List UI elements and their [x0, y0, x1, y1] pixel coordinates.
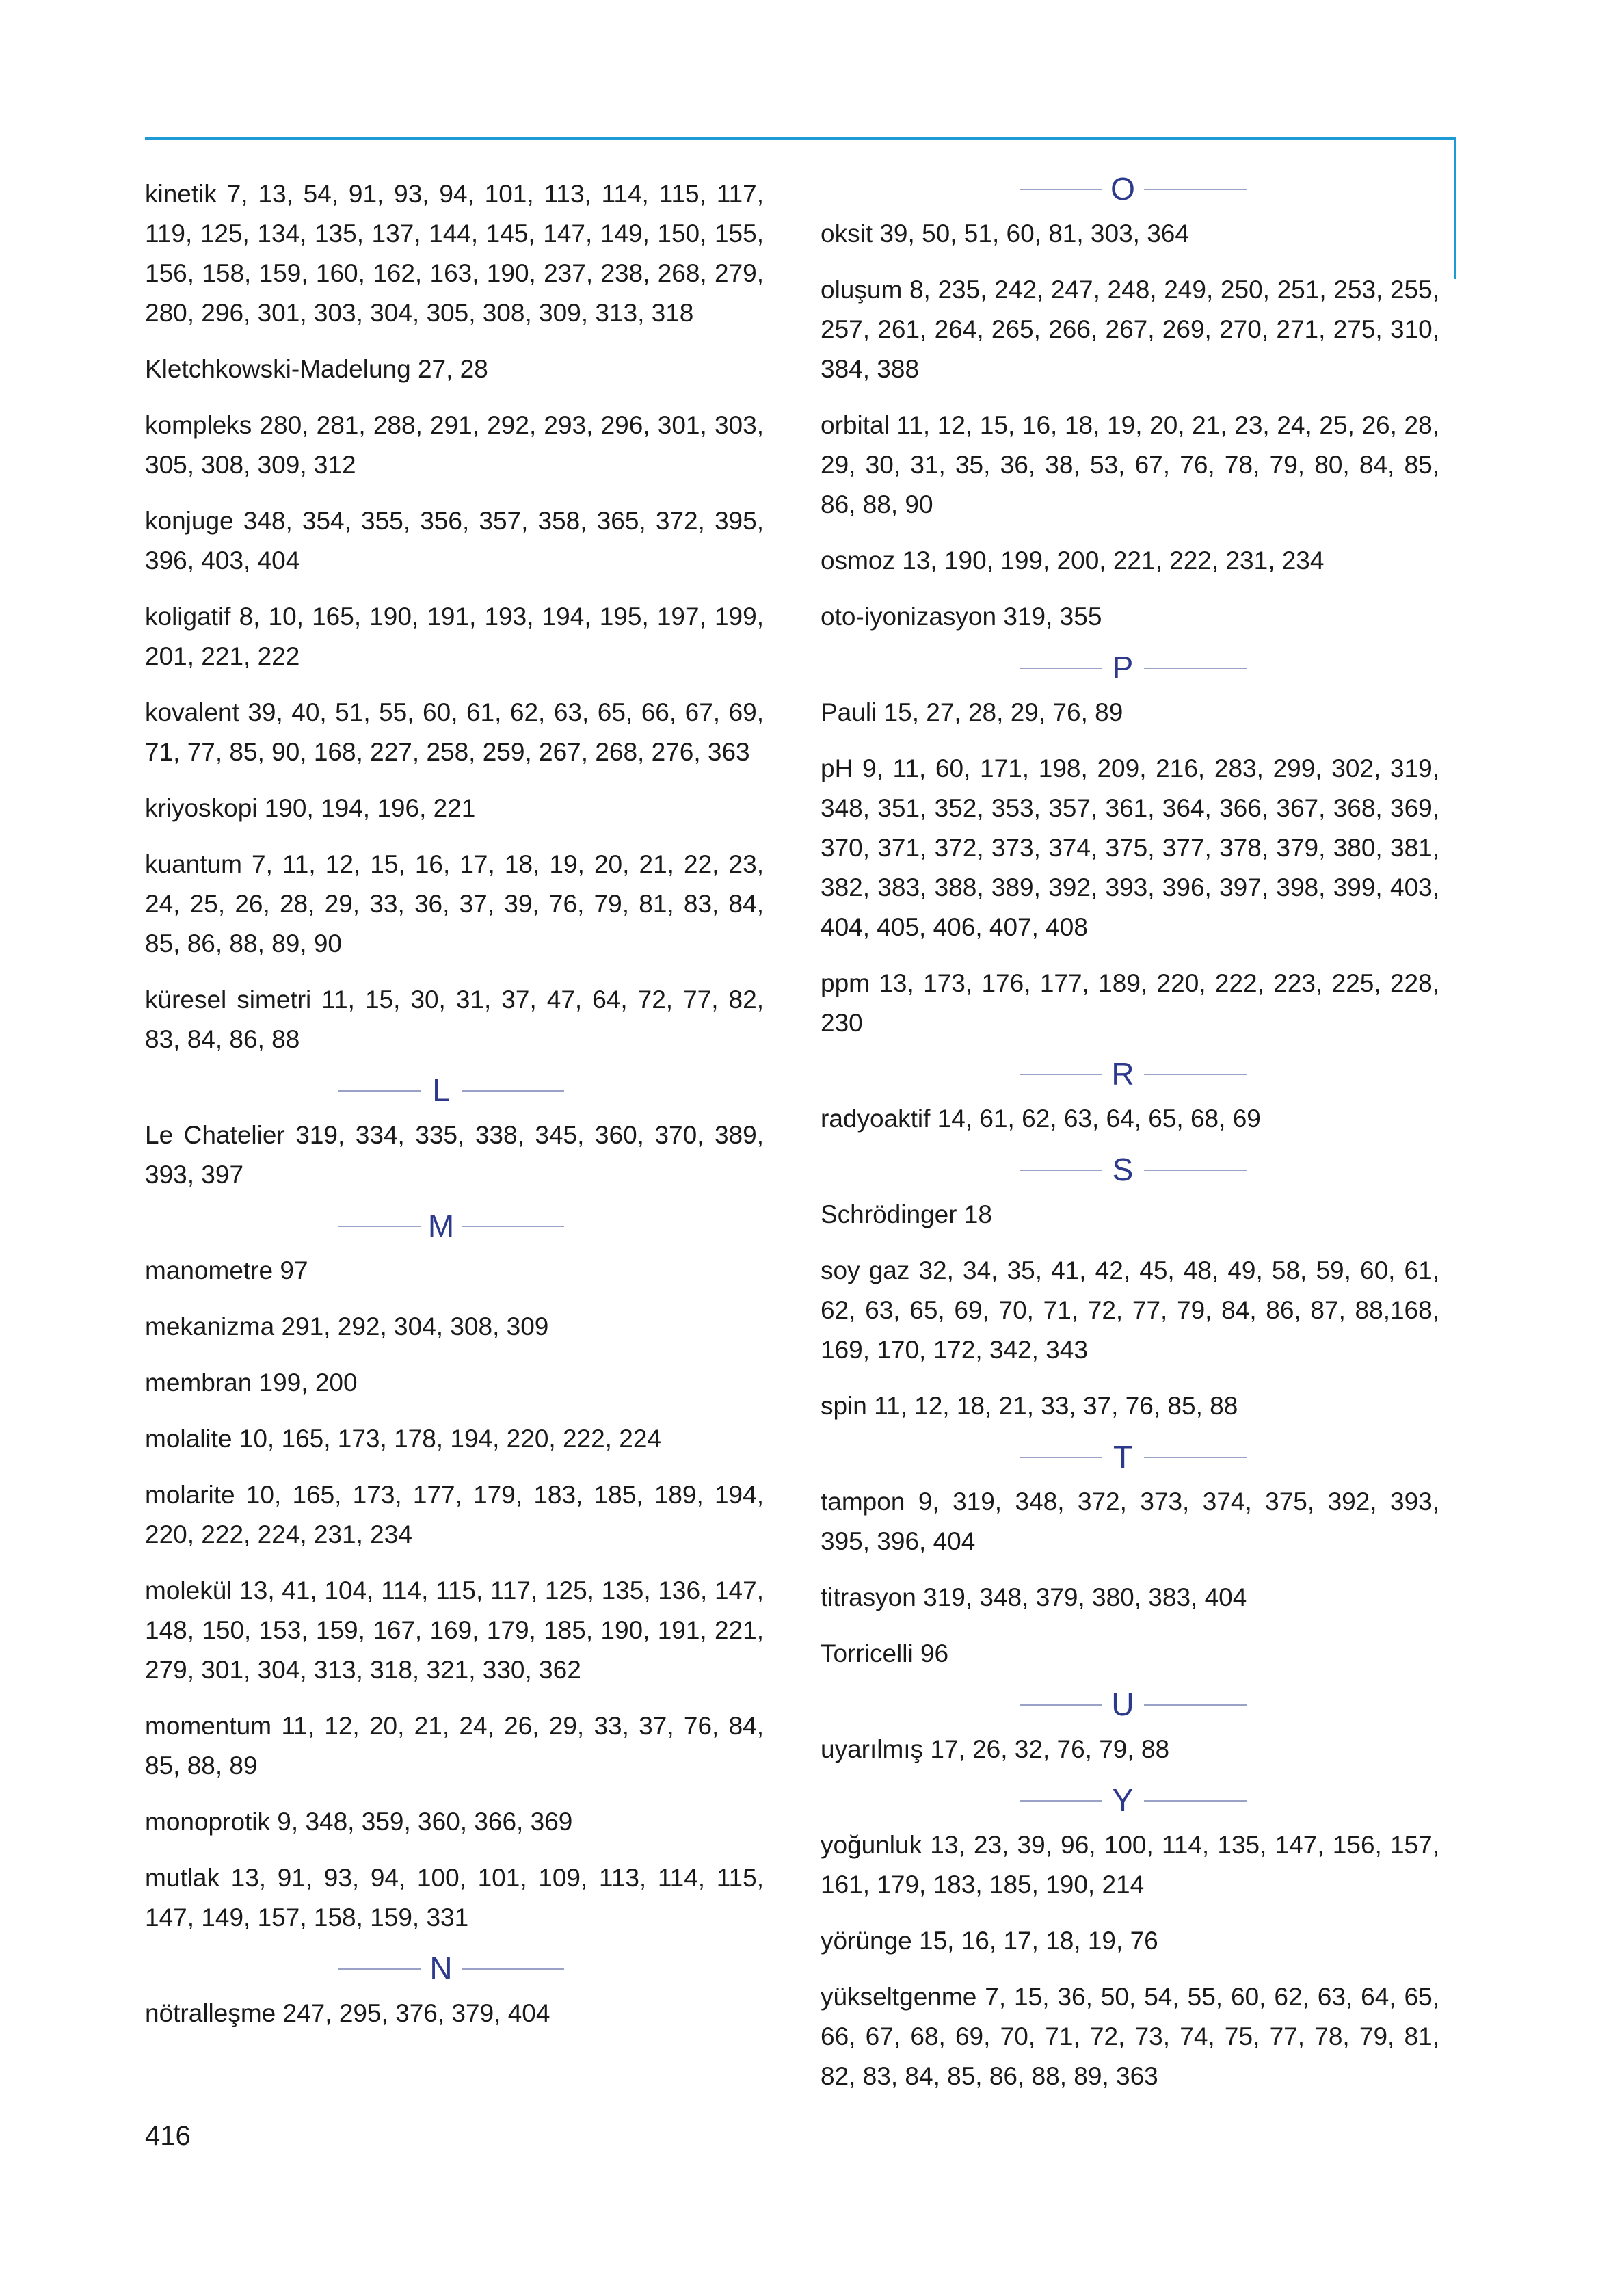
index-entry: küresel simetri 11, 15, 30, 31, 37, 47, 64, 72, 77, 82, 83, 84, 86, 88 — [145, 986, 764, 1053]
heading-rule-left — [1020, 1704, 1102, 1706]
heading-letter: M — [427, 1208, 455, 1243]
index-entry: momentum 11, 12, 20, 21, 24, 26, 29, 33, 37, 76, 84, 85, 88, 89 — [145, 1712, 764, 1780]
heading-rule-right — [462, 1968, 564, 1970]
top-rule — [145, 137, 1456, 140]
index-entry: manometre 97 — [145, 1256, 308, 1284]
index-entry: kuantum 7, 11, 12, 15, 16, 17, 18, 19, 20, 21, 22, 23, 24, 25, 26, 28, 29, 33, 36, 37, 39, 76, 79, 81, 83, 84, 85, 86, 88, 89, 90 — [145, 850, 764, 958]
heading-letter: U — [1111, 1687, 1134, 1722]
index-entry: pH 9, 11, 60, 171, 198, 209, 216, 283, 299, 302, 319, 348, 351, 352, 353, 357, 361, 364, 366, 367, 368, 369, 370, 371, 372, 373, 374, 375, 377, 378, 379, 380, 381, 382, 383, 388, 389, 392, 393, 396, 397, 398, 399, 403, 404, 405, 406, 407, 408 — [821, 754, 1439, 941]
index-entry: uyarılmış 17, 26, 32, 76, 79, 88 — [821, 1735, 1170, 1763]
index-entry: orbital 11, 12, 15, 16, 18, 19, 20, 21, 23, 24, 25, 26, 28, 29, 30, 31, 35, 36, 38, 53, 67, 76, 78, 79, 80, 84, 85, 86, 88, 90 — [821, 411, 1439, 518]
heading-letter: S — [1112, 1152, 1134, 1187]
heading-letter: N — [429, 1951, 453, 1986]
index-entry: molarite 10, 165, 173, 177, 179, 183, 185, 189, 194, 220, 222, 224, 231, 234 — [145, 1481, 764, 1548]
index-letter-heading — [821, 1779, 1439, 1821]
heading-rule-left — [1020, 1800, 1102, 1802]
heading-rule-left — [1020, 1074, 1102, 1075]
index-entry: membran 199, 200 — [145, 1369, 358, 1397]
index-entry: yükseltgenme 7, 15, 36, 50, 54, 55, 60, 62, 63, 64, 65, 66, 67, 68, 69, 70, 71, 72, 73, 74, 75, 77, 78, 79, 81, 82, 83, 84, 85, 86, 88, 89, 363 — [821, 1983, 1439, 2090]
heading-rule-right — [1144, 189, 1247, 190]
heading-rule-right — [1144, 1704, 1247, 1706]
heading-rule-right — [1144, 1074, 1247, 1075]
heading-rule-left — [1020, 1170, 1102, 1171]
heading-rule-right — [1144, 1457, 1247, 1458]
index-entry: Torricelli 96 — [821, 1639, 949, 1667]
index-column-right — [821, 171, 1439, 2113]
index-entry: ppm 13, 173, 176, 177, 189, 220, 222, 223, 225, 228, 230 — [821, 969, 1439, 1037]
index-entry: Pauli 15, 27, 28, 29, 76, 89 — [821, 698, 1123, 726]
index-entry: mekanizma 291, 292, 304, 308, 309 — [145, 1312, 549, 1341]
heading-letter: L — [432, 1072, 450, 1108]
index-entry: spin 11, 12, 18, 21, 33, 37, 76, 85, 88 — [821, 1392, 1238, 1420]
index-entry: titrasyon 319, 348, 379, 380, 383, 404 — [821, 1583, 1247, 1611]
index-letter-heading — [145, 1947, 764, 1990]
heading-letter: T — [1113, 1439, 1133, 1475]
index-letter-heading — [821, 168, 1439, 210]
index-letter-heading — [145, 1204, 764, 1247]
index-entry: oto-iyonizasyon 319, 355 — [821, 603, 1102, 631]
index-letter-heading — [145, 1069, 764, 1111]
side-rule — [1454, 137, 1456, 279]
heading-rule-left — [338, 1090, 421, 1092]
index-entry: Kletchkowski-Madelung 27, 28 — [145, 355, 488, 383]
index-entry: soy gaz 32, 34, 35, 41, 42, 45, 48, 49, 58, 59, 60, 61, 62, 63, 65, 69, 70, 71, 72, 77, 79, 84, 86, 87, 88,168, 169, 170, 172, 342, 343 — [821, 1256, 1439, 1364]
heading-rule-right — [1144, 1170, 1247, 1171]
index-entry: kinetik 7, 13, 54, 91, 93, 94, 101, 113, 114, 115, 117, 119, 125, 134, 135, 137, 144, 145, 147, 149, 150, 155, 156, 158, 159, 160, 162, 163, 190, 237, 238, 268, 279, 280, 296, 301, 303, 304, 305, 308, 309, 313, 318 — [145, 180, 764, 327]
heading-rule-right — [1144, 1800, 1247, 1802]
index-entry: radyoaktif 14, 61, 62, 63, 64, 65, 68, 69 — [821, 1105, 1261, 1133]
index-entry: kompleks 280, 281, 288, 291, 292, 293, 296, 301, 303, 305, 308, 309, 312 — [145, 411, 764, 479]
heading-letter: O — [1110, 171, 1135, 207]
heading-letter: P — [1112, 650, 1134, 685]
index-entry: mutlak 13, 91, 93, 94, 100, 101, 109, 113, 114, 115, 147, 149, 157, 158, 159, 331 — [145, 1864, 764, 1931]
index-letter-heading — [821, 1683, 1439, 1726]
index-entry: yörünge 15, 16, 17, 18, 19, 76 — [821, 1927, 1158, 1955]
heading-rule-left — [338, 1226, 421, 1227]
index-entry: konjuge 348, 354, 355, 356, 357, 358, 365, 372, 395, 396, 403, 404 — [145, 507, 764, 575]
heading-rule-left — [1020, 189, 1102, 190]
index-entry: molalite 10, 165, 173, 178, 194, 220, 222, 224 — [145, 1425, 661, 1453]
index-column-left — [145, 174, 764, 2050]
index-entry: Schrödinger 18 — [821, 1200, 992, 1228]
page-number: 416 — [145, 2121, 191, 2151]
heading-rule-left — [338, 1968, 421, 1970]
index-entry: kovalent 39, 40, 51, 55, 60, 61, 62, 63, 65, 66, 67, 69, 71, 77, 85, 90, 168, 227, 258, 259, 267, 268, 276, 363 — [145, 698, 764, 766]
heading-rule-right — [462, 1226, 564, 1227]
heading-letter: Y — [1112, 1782, 1134, 1818]
index-letter-heading — [821, 646, 1439, 689]
index-entry: nötralleşme 247, 295, 376, 379, 404 — [145, 1999, 550, 2027]
heading-letter: R — [1111, 1056, 1134, 1092]
index-entry: oluşum 8, 235, 242, 247, 248, 249, 250, 251, 253, 255, 257, 261, 264, 265, 266, 267, 269, 270, 271, 275, 310, 384, 388 — [821, 276, 1439, 383]
index-entry: koligatif 8, 10, 165, 190, 191, 193, 194, 195, 197, 199, 201, 221, 222 — [145, 603, 764, 670]
heading-rule-left — [1020, 1457, 1102, 1458]
index-entry: yoğunluk 13, 23, 39, 96, 100, 114, 135, 147, 156, 157, 161, 179, 183, 185, 190, 214 — [821, 1831, 1439, 1899]
index-letter-heading — [821, 1053, 1439, 1095]
index-letter-heading — [821, 1148, 1439, 1191]
index-entry: oksit 39, 50, 51, 60, 81, 303, 364 — [821, 220, 1189, 248]
index-entry: Le Chatelier 319, 334, 335, 338, 345, 360, 370, 389, 393, 397 — [145, 1121, 764, 1189]
index-entry: molekül 13, 41, 104, 114, 115, 117, 125, 135, 136, 147, 148, 150, 153, 159, 167, 169, 179, 185, 190, 191, 221, 279, 301, 304, 313, 318, 321, 330, 362 — [145, 1576, 764, 1684]
index-entry: kriyoskopi 190, 194, 196, 221 — [145, 794, 476, 822]
index-entry: osmoz 13, 190, 199, 200, 221, 222, 231, 234 — [821, 546, 1325, 575]
index-entry: tampon 9, 319, 348, 372, 373, 374, 375, 392, 393, 395, 396, 404 — [821, 1488, 1439, 1555]
index-letter-heading — [821, 1436, 1439, 1478]
heading-rule-right — [462, 1090, 564, 1092]
heading-rule-right — [1144, 668, 1247, 669]
heading-rule-left — [1020, 668, 1102, 669]
index-entry: monoprotik 9, 348, 359, 360, 366, 369 — [145, 1808, 573, 1836]
